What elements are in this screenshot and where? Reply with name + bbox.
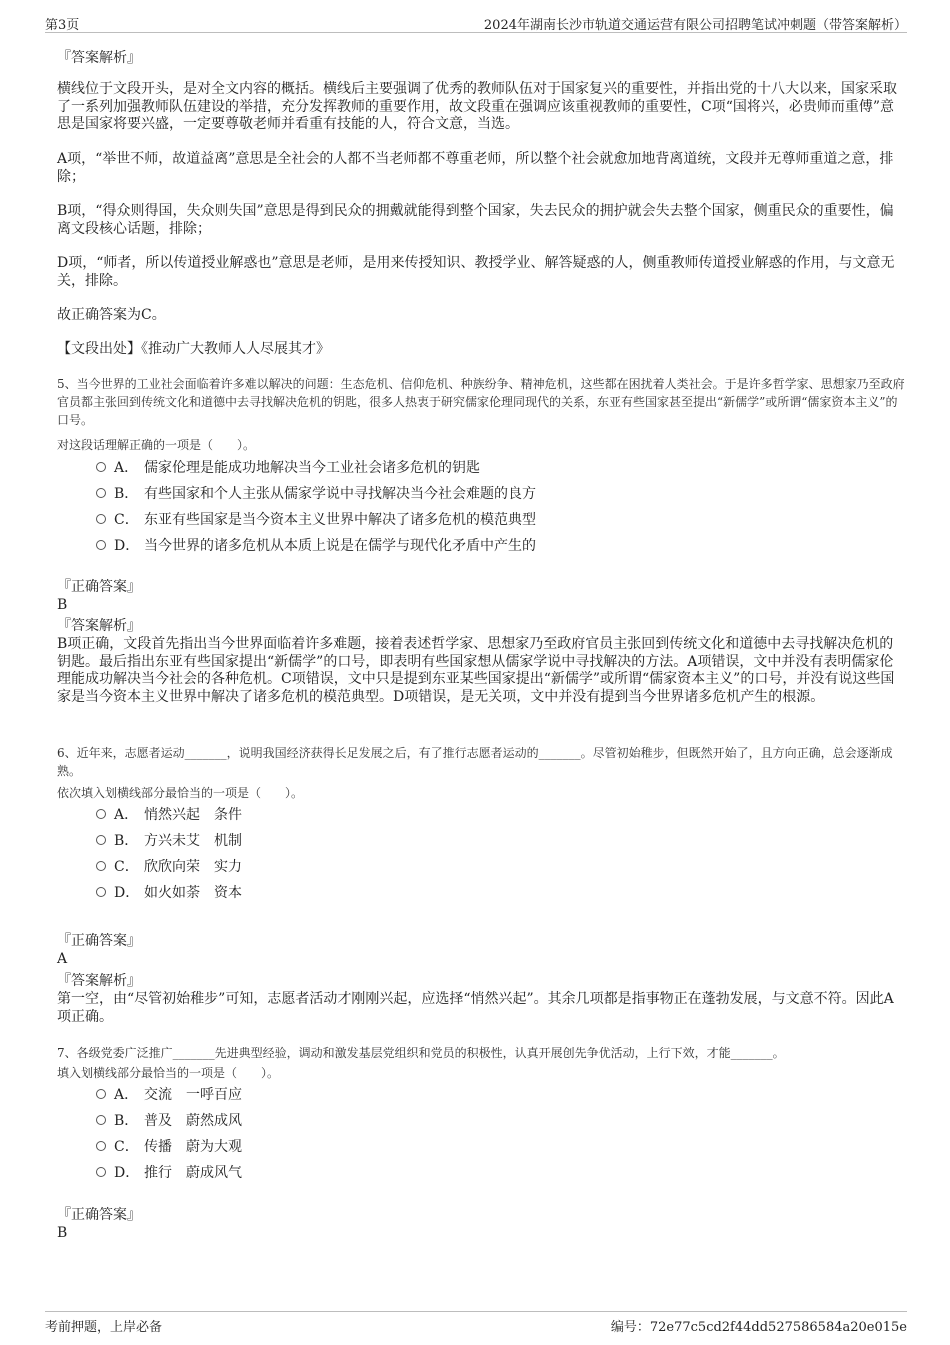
radio-icon[interactable] xyxy=(96,887,106,897)
document-code: 编号：72e77c5cd2f44dd527586584a20e015e xyxy=(610,1320,907,1335)
q5-analysis-label: 『答案解析』 xyxy=(57,618,141,634)
question-7-stem: 7、各级党委广泛推广_______先进典型经验，调动和激发基层党组织和党员的积极性，认真开展创先争优活动，上行下效，才能_______。 xyxy=(57,1046,785,1060)
q6-option-d[interactable]: D． 如火如荼 资本 xyxy=(96,883,242,903)
q6-answer-label: 『正确答案』 xyxy=(57,933,141,949)
radio-icon[interactable] xyxy=(96,1115,106,1125)
radio-icon[interactable] xyxy=(96,1141,106,1151)
analysis-conclusion: 故正确答案为C。 xyxy=(57,307,166,323)
q6-option-c[interactable]: C． 欣欣向荣 实力 xyxy=(96,857,242,877)
radio-icon[interactable] xyxy=(96,1167,106,1177)
q7-option-c[interactable]: C． 传播 蔚为大观 xyxy=(96,1137,242,1157)
radio-icon[interactable] xyxy=(96,809,106,819)
page-footer xyxy=(45,1311,907,1336)
q6-option-a[interactable]: A． 悄然兴起 条件 xyxy=(96,805,242,825)
q6-analysis-label: 『答案解析』 xyxy=(57,973,141,989)
q5-option-b[interactable]: B． 有些国家和个人主张从儒家学说中寻找解决当今社会难题的良方 xyxy=(96,484,536,504)
analysis-para-a: A项，“举世不师，故道益离”意思是全社会的人都不当老师都不尊重老师，所以整个社会就愈加地背离道统，文段并无尊师重道之意，排除； xyxy=(57,151,894,185)
radio-icon[interactable] xyxy=(96,835,106,845)
question-5-stem: 5、当今世界的工业社会面临着许多难以解决的问题：生态危机、信仰危机、种族纷争、精神危机，这些都在困扰着人类社会。于是许多哲学家、思想家乃至政府官员都主张回到传统文化和道德中去寻找解决危机的钥匙，很多人热衷于研究儒家伦理同现代的关系，东亚有些国家甚至提出“新儒学”或所谓“儒家资本主义”的口号。 xyxy=(57,377,905,427)
question-7-ask: 填入划横线部分最恰当的一项是（ ）。 xyxy=(57,1066,280,1080)
source-citation: 【文段出处】《推动广大教师人人尽展其才》 xyxy=(57,341,330,357)
q5-option-c[interactable]: C． 东亚有些国家是当今资本主义世界中解决了诸多危机的模范典型 xyxy=(96,510,536,530)
q6-option-b[interactable]: B． 方兴未艾 机制 xyxy=(96,831,242,851)
question-5-ask: 对这段话理解正确的一项是（ ）。 xyxy=(57,438,256,452)
analysis-para-d: D项，“师者，所以传道授业解惑也”意思是老师，是用来传授知识、教授学业、解答疑惑的人，侧重教师传道授业解惑的作用，与文意无关，排除。 xyxy=(57,255,895,289)
q7-option-a[interactable]: A． 交流 一呼百应 xyxy=(96,1085,242,1105)
q7-option-d[interactable]: D． 推行 蔚成风气 xyxy=(96,1163,242,1183)
radio-icon[interactable] xyxy=(96,462,106,472)
radio-icon[interactable] xyxy=(96,861,106,871)
radio-icon[interactable] xyxy=(96,540,106,550)
q5-answer: B xyxy=(57,597,68,613)
q7-answer-label: 『正确答案』 xyxy=(57,1207,141,1223)
q6-answer: A xyxy=(57,951,68,967)
analysis-label-q4: 『答案解析』 xyxy=(57,50,141,66)
q7-option-b[interactable]: B． 普及 蔚然成风 xyxy=(96,1111,242,1131)
q5-analysis: B项正确，文段首先指出当今世界面临着许多难题，接着表述哲学家、思想家乃至政府官员主张回到传统文化和道德中去寻找解决危机的钥匙。最后指出东亚有些国家提出“新儒学”的口号，即表明有些国家想从儒家学说中寻找解决的方法。A项错误，文中并没有表明儒家伦理能成功解决当今社会的各种危机。C项错误，文中只是提到东亚某些国家提出“新儒学”或所谓“儒家资本主义”的口号，并没有说这些国家是当今资本主义世界中解决了诸多危机的模范典型。D项错误，是无关项，文中并没有提到当今世界诸多危机产生的根源。 xyxy=(57,636,895,705)
radio-icon[interactable] xyxy=(96,1089,106,1099)
page-header xyxy=(45,12,907,33)
document-title: 2024年湖南长沙市轨道交通运营有限公司招聘笔试冲刺题（带答案解析） xyxy=(483,18,907,33)
radio-icon[interactable] xyxy=(96,514,106,524)
analysis-para-main: 横线位于文段开头，是对全文内容的概括。横线后主要强调了优秀的教师队伍对于国家复兴的重要性，并指出党的十八大以来，国家采取了一系列加强教师队伍建设的举措，充分发挥教师的重要作用，故文段重在强调应该重视教师的重要性，C项“国将兴，必贵师而重傅”意思是国家将要兴盛，一定要尊敬老师并看重有技能的人，符合文意，当选。 xyxy=(57,81,897,132)
q7-answer: B xyxy=(57,1225,68,1241)
q5-option-a[interactable]: A． 儒家伦理是能成功地解决当今工业社会诸多危机的钥匙 xyxy=(96,458,480,478)
page-number: 第3页 xyxy=(45,18,80,33)
q5-option-d[interactable]: D． 当今世界的诸多危机从本质上说是在儒学与现代化矛盾中产生的 xyxy=(96,536,536,556)
q5-answer-label: 『正确答案』 xyxy=(57,579,141,595)
q6-analysis: 第一空，由“尽管初始稚步”可知，志愿者活动才刚刚兴起，应选择“悄然兴起”。其余几项都是指事物正在蓬勃发展，与文意不符。因此A项正确。 xyxy=(57,991,894,1025)
analysis-para-b: B项，“得众则得国，失众则失国”意思是得到民众的拥戴就能得到整个国家，失去民众的拥护就会失去整个国家，侧重民众的重要性，偏离文段核心话题，排除； xyxy=(57,203,894,237)
question-6-stem: 6、近年来，志愿者运动_______，说明我国经济获得长足发展之后，有了推行志愿者运动的_______。尽管初始稚步，但既然开始了，且方向正确，总会逐渐成熟。 xyxy=(57,746,893,778)
question-6-ask: 依次填入划横线部分最恰当的一项是（ ）。 xyxy=(57,786,304,800)
footer-slogan: 考前押题，上岸必备 xyxy=(45,1320,163,1335)
radio-icon[interactable] xyxy=(96,488,106,498)
